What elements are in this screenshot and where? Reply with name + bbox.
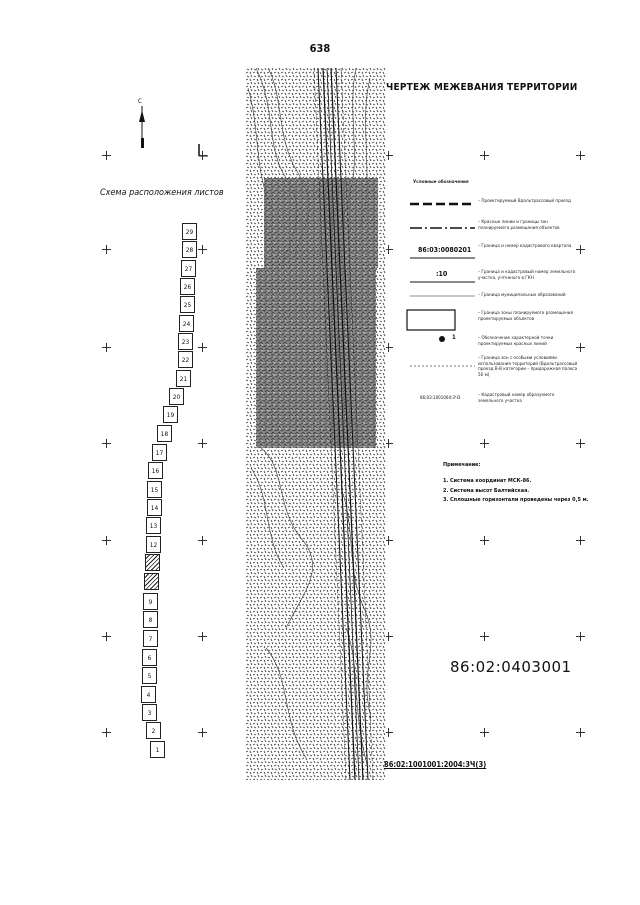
legend-code-quarter: 86:03:0080201	[418, 246, 472, 254]
sheet-15[interactable]: 15	[147, 481, 162, 498]
note-item-3: 3. Сплошные горизонтали проведены через 0,5 м.	[443, 497, 589, 503]
grid-cross	[576, 632, 585, 641]
note-item-2: 2. Система высот Балтийская.	[443, 488, 530, 494]
sheet-26[interactable]: 26	[180, 278, 195, 295]
sheet-2[interactable]: 2	[146, 722, 161, 739]
grid-cross	[198, 728, 207, 737]
legend-code-parcel: :10	[436, 270, 448, 278]
grid-cross	[198, 151, 207, 160]
north-label: С	[138, 98, 142, 105]
legend-symbol-road	[410, 200, 475, 208]
legend-symbol-quarter	[410, 256, 475, 260]
grid-cross	[102, 439, 111, 448]
legend-item-5: – Граница муниципальных образований	[478, 293, 566, 298]
legend-item-1: – Проектируемый Вдольтрассовый проезд	[478, 199, 571, 204]
sheet-7[interactable]: 7	[143, 630, 158, 647]
legend-code-new-parcel: 86:03:1001004:3ЧЗ	[420, 396, 461, 401]
legend-item-2: – Красные линии и границы зон планируемого размещения объектов	[478, 220, 560, 231]
grid-cross	[480, 728, 489, 737]
sheet-29[interactable]: 29	[182, 223, 197, 240]
legend-item-3: – Граница и номер кадастрового квартала	[478, 244, 572, 249]
note-item-1: 1. Система координат МСК-86.	[443, 478, 532, 484]
grid-cross	[198, 343, 207, 352]
sheet-16[interactable]: 16	[148, 462, 163, 479]
legend-item-8: – Граница зон с особыми условиями использования территорий (Вдольтрассовый проезд В-В категории – придорожная полоса 50 м)	[478, 356, 578, 378]
grid-cross	[480, 151, 489, 160]
grid-cross	[480, 632, 489, 641]
legend-symbol-municipal	[410, 294, 475, 298]
notes-title: Примечание:	[443, 462, 481, 468]
grid-cross	[198, 536, 207, 545]
legend-symbol-red-line	[410, 224, 475, 232]
sheet-25[interactable]: 25	[180, 296, 195, 313]
sheet-10[interactable]	[144, 573, 159, 590]
grid-cross	[576, 536, 585, 545]
grid-cross	[480, 439, 489, 448]
grid-cross	[198, 632, 207, 641]
sheet-21[interactable]: 21	[176, 370, 191, 387]
sheet-3[interactable]: 3	[142, 704, 157, 721]
sheet-4[interactable]: 4	[141, 686, 156, 703]
grid-cross	[576, 728, 585, 737]
legend-item-9: – Кадастровый номер образуемого земельного участка	[478, 393, 555, 404]
grid-cross	[480, 536, 489, 545]
legend-item-4: – Граница и кадастровый номер земельного участка, учтенного в ГКН	[478, 270, 576, 281]
north-arrow-icon	[132, 104, 152, 150]
sheet-11[interactable]	[145, 554, 160, 571]
sheet-19[interactable]: 19	[163, 406, 178, 423]
sheet-22[interactable]: 22	[178, 351, 193, 368]
sheet-18[interactable]: 18	[157, 425, 172, 442]
sheet-8[interactable]: 8	[143, 611, 158, 628]
grid-cross	[198, 439, 207, 448]
legend-symbol-restriction	[410, 364, 475, 368]
legend-item-7: – Обозначение характерной точки проектируемых красных линий	[478, 336, 554, 347]
legend-symbol-parcel	[410, 280, 475, 284]
legend-header: Условные обозначения	[413, 180, 469, 185]
sheet-24[interactable]: 24	[179, 315, 194, 332]
survey-map	[246, 68, 386, 780]
grid-cross	[576, 151, 585, 160]
sheet-27[interactable]: 27	[181, 260, 196, 277]
sheet-1[interactable]: 1	[150, 741, 165, 758]
grid-cross	[198, 245, 207, 254]
sheet-20[interactable]: 20	[169, 388, 184, 405]
sheet-scheme-title: Схема расположения листов	[100, 188, 224, 198]
sheet-5[interactable]: 5	[142, 667, 157, 684]
drawing-title: ЧЕРТЕЖ МЕЖЕВАНИЯ ТЕРРИТОРИИ	[386, 82, 578, 93]
grid-cross	[102, 151, 111, 160]
sheet-13[interactable]: 13	[146, 517, 161, 534]
cadastral-quarter-number: 86:02:0403001	[450, 658, 572, 676]
legend-symbol-zone	[406, 309, 456, 331]
page-number: 638	[309, 42, 331, 55]
cadastral-parcel-number: 86:02:1001001:2004:3Ч(3)	[384, 760, 487, 769]
grid-cross	[102, 728, 111, 737]
legend-code-point: 1	[452, 334, 456, 341]
sheet-9[interactable]: 9	[143, 593, 158, 610]
grid-cross	[102, 536, 111, 545]
legend-item-6: – Граница зоны планируемого размещения проектируемых объектов	[478, 311, 573, 322]
sheet-6[interactable]: 6	[142, 649, 157, 666]
grid-cross	[102, 343, 111, 352]
sheet-28[interactable]: 28	[182, 241, 197, 258]
legend-point-icon	[438, 335, 446, 343]
grid-cross	[102, 632, 111, 641]
sheet-23[interactable]: 23	[178, 333, 193, 350]
grid-cross	[102, 245, 111, 254]
sheet-14[interactable]: 14	[147, 499, 162, 516]
sheet-17[interactable]: 17	[152, 444, 167, 461]
grid-cross	[576, 439, 585, 448]
sheet-12[interactable]: 12	[146, 536, 161, 553]
